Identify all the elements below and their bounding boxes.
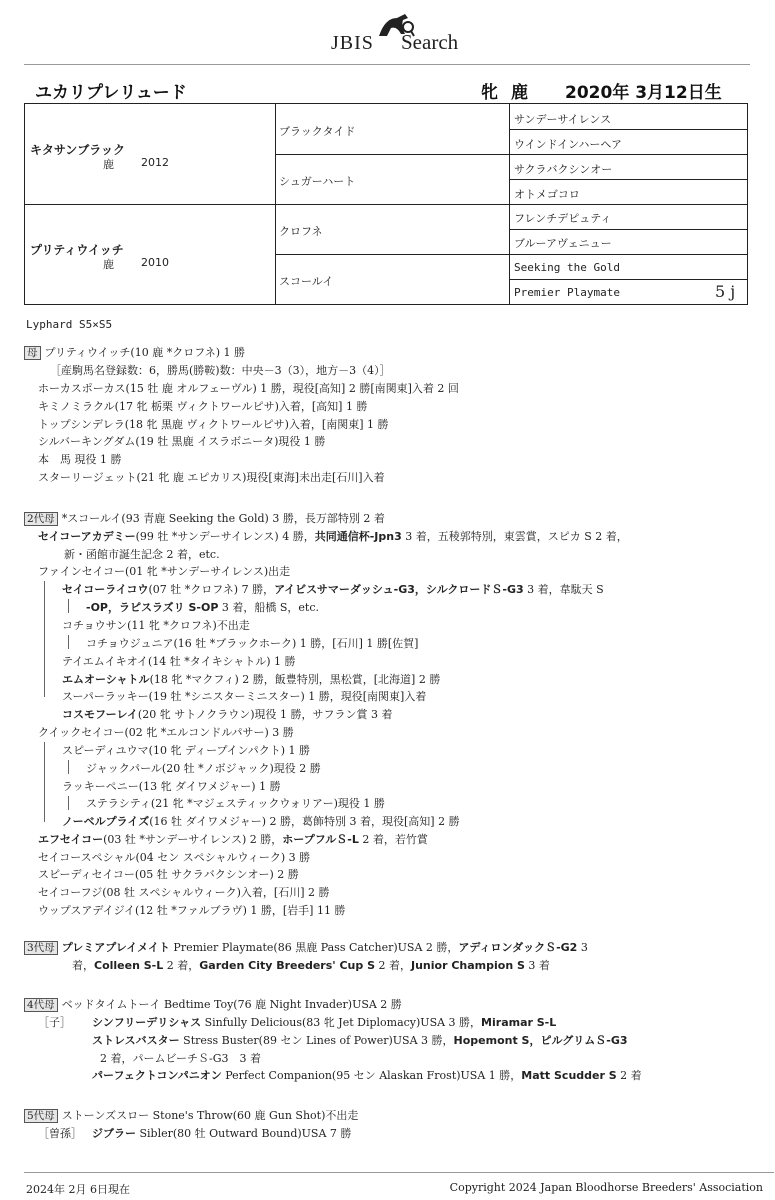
family-line: ファインセイコー(01 牝 *サンデーサイレンス)出走 xyxy=(38,565,291,578)
family-line: -OP，ラピスラズリ S-OP 3 着，船橋 S，etc. xyxy=(86,601,320,614)
family-line: セイコーフジ(08 牡 スペシャルウィーク)入着，[石川] 2 勝 xyxy=(38,886,330,899)
sire-name[interactable]: キタサンブラック xyxy=(30,143,126,157)
dam-name[interactable]: プリティウイッチ xyxy=(30,243,124,257)
family-line: スピーディユウマ(10 牝 ディープインパクト) 1 勝 xyxy=(62,744,311,757)
grandparent-name[interactable]: スコールイ xyxy=(279,275,334,288)
progeny-line: キミノミラクル(17 牝 栃栗 ヴィクトワールピサ)入着，[高知] 1 勝 xyxy=(38,400,368,413)
family-line: ジャックパール(20 牡 *ノボジャック)現役 2 勝 xyxy=(86,762,321,775)
pedigree-divider xyxy=(25,204,747,205)
family-line: コチョウサン(11 牝 *クロフネ)不出走 xyxy=(62,619,250,632)
great-grandparent-name[interactable]: ウインドインハーヘア xyxy=(514,138,623,151)
tree-connector xyxy=(44,742,45,822)
great-grandparent-name[interactable]: Premier Playmate xyxy=(514,286,620,299)
third-dam-line: 3代母 プレミアプレイメイト Premier Playmate(86 黒鹿 Pass Catcher)USA 2 勝，アディロンダックＳ-G2 3 xyxy=(24,941,588,955)
header-divider xyxy=(24,64,750,65)
fifth-dam-line: 5代母 ストーンズスロー Stone's Throw(60 鹿 Gun Shot)不出走 xyxy=(24,1109,358,1123)
grandparent-name[interactable]: クロフネ xyxy=(279,225,323,238)
horse-name: ユカリプレリュード xyxy=(35,83,187,103)
fourth-dam-child-cont: 2 着，パームビーチＳ-G3 3 着 xyxy=(100,1052,262,1065)
pedigree-divider xyxy=(275,254,747,255)
grandparent-name[interactable]: シュガーハート xyxy=(279,175,356,188)
progeny-line: 本 馬 現役 1 勝 xyxy=(38,453,122,466)
family-line: クイックセイコー(02 牝 *エルコンドルパサー) 3 勝 xyxy=(38,726,294,739)
great-grandparent-name[interactable]: Seeking the Gold xyxy=(514,261,620,274)
pedigree-divider xyxy=(509,129,747,130)
copyright: Copyright 2024 Japan Bloodhorse Breeders' Association xyxy=(449,1181,763,1194)
family-line: テイエムイキオイ(14 牡 *タイキシャトル) 1 勝 xyxy=(62,655,296,668)
great-grandparent-name[interactable]: サクラバクシンオー xyxy=(514,163,613,176)
fifth-dam-descendant: ジブラー Sibler(80 牡 Outward Bound)USA 7 勝 xyxy=(92,1127,352,1140)
logo-jbis-text: JBIS xyxy=(331,32,374,54)
family-line: ノーベルプライズ(16 牡 ダイワメジャー) 2 勝，葛飾特別 3 着，現役[高知] 2 勝 xyxy=(62,815,460,828)
family-number: 5 j xyxy=(715,282,736,301)
pedigree-divider xyxy=(509,279,747,280)
family-line: セイコーライコウ(07 牡 *クロフネ) 7 勝，アイビスサマーダッシュ-G3，シルクロードＳ-G3 3 着，韋駄天 S xyxy=(62,583,604,596)
fourth-dam-child: パーフェクトコンパニオン Perfect Companion(95 セン Alaskan Frost)USA 1 勝，Matt Scudder S 2 着 xyxy=(92,1069,642,1082)
grandparent-name[interactable]: ブラックタイド xyxy=(279,125,356,138)
family-line: ステラシティ(21 牝 *マジェスティックウォリアー)現役 1 勝 xyxy=(86,797,385,810)
family-line: ウップスアデイジイ(12 牡 *ファルブラヴ) 1 勝，[岩手] 11 勝 xyxy=(38,904,346,917)
pedigree-divider xyxy=(509,229,747,230)
inbreeding-note: Lyphard S5×S5 xyxy=(26,318,113,331)
tree-connector xyxy=(68,796,69,810)
fourth-dam-child-label: ［子］ xyxy=(38,1016,71,1029)
pedigree-col xyxy=(275,104,276,304)
fourth-dam-line: 4代母 ベッドタイムトーイ Bedtime Toy(76 鹿 Night Invader)USA 2 勝 xyxy=(24,998,402,1012)
pedigree-table xyxy=(24,103,748,305)
great-grandparent-name[interactable]: サンデーサイレンス xyxy=(514,113,612,126)
dam-section-first-line xyxy=(24,346,245,360)
family-line: セイコーアカデミー(99 牡 *サンデーサイレンス) 4 勝，共同通信杯-Jpn3 3 着，五稜郭特別，東雲賞，スピカ S 2 着， xyxy=(38,530,628,543)
pedigree-divider xyxy=(275,154,747,155)
tree-connector xyxy=(44,581,45,697)
dam-color: 鹿 xyxy=(103,258,114,271)
family-line: コスモフーレイ(20 牝 サトノクラウン)現役 1 勝，サフラン賞 3 着 xyxy=(62,708,393,721)
third-dam-line-2: 着，Colleen S-L 2 着，Garden City Breeders' Cup S 2 着，Junior Champion S 3 着 xyxy=(72,959,550,972)
section-tag: 5代母 xyxy=(24,1109,58,1123)
footer-divider xyxy=(24,1172,774,1173)
family-line: コチョウジュニア(16 牡 *ブラックホーク) 1 勝，[石川] 1 勝[佐賀] xyxy=(86,637,419,650)
section-tag: 4代母 xyxy=(24,998,58,1012)
sire-color: 鹿 xyxy=(103,158,114,171)
progeny-line: ホーカスポーカス(15 牡 鹿 オルフェーヴル) 1 勝，現役[高知] 2 勝[南関東]入着 2 回 xyxy=(38,382,459,395)
horse-sex: 牝 xyxy=(481,83,498,103)
logo-search-text: Search xyxy=(401,30,459,54)
pedigree-divider xyxy=(509,179,747,180)
horse-color: 鹿 xyxy=(511,83,528,103)
second-dam-first-line xyxy=(24,512,385,526)
progeny-line: シルバーキングダム(19 牡 黒鹿 イスラボニータ)現役 1 勝 xyxy=(38,435,326,448)
section-tag: 母 xyxy=(24,346,41,360)
family-line: エフセイコー(03 牡 *サンデーサイレンス) 2 勝，ホープフルＳ-L 2 着，若竹賞 xyxy=(38,833,428,846)
family-line: スピーディセイコー(05 牡 サクラバクシンオー) 2 勝 xyxy=(38,868,299,881)
section-tag: 2代母 xyxy=(24,512,58,526)
progeny-line: トップシンデレラ(18 牝 黒鹿 ヴィクトワールピサ)入着，[南関東] 1 勝 xyxy=(38,418,389,431)
progeny-line: スターリージェット(21 牝 鹿 エピカリス)現役[東海]未出走[石川]入着 xyxy=(38,471,385,484)
progeny-stats: ［産駒馬名登録数：6，勝馬(勝鞍)数：中央－3（3），地方－3（4）］ xyxy=(50,364,391,377)
section-tag: 3代母 xyxy=(24,941,58,955)
as-of-date: 2024年 2月 6日現在 xyxy=(26,1183,130,1196)
family-line: ラッキーペニー(13 牝 ダイワメジャー) 1 勝 xyxy=(62,780,281,793)
fifth-dam-label: ［曽孫］ xyxy=(38,1127,82,1140)
fourth-dam-child: シンフリーデリシャス Sinfully Delicious(83 牝 Jet Diplomacy)USA 3 勝，Miramar S-L xyxy=(92,1016,557,1029)
family-line: エムオーシャトル(18 牝 *マクフィ) 2 勝，飯豊特別，黒松賞，[北海道] 2 勝 xyxy=(62,673,441,686)
great-grandparent-name[interactable]: オトメゴコロ xyxy=(514,188,580,201)
sire-year: 2012 xyxy=(141,156,169,169)
fourth-dam-child: ストレスバスター Stress Buster(89 セン Lines of Power)USA 3 勝，Hopemont S，ピルグリムＳ-G3 xyxy=(92,1034,628,1047)
second-dam-summary: (93 青鹿 Seeking the Gold) 3 勝，長万部特別 2 着 xyxy=(121,512,385,525)
family-line: セイコースペシャル(04 セン スペシャルウィーク) 3 勝 xyxy=(38,851,311,864)
great-grandparent-name[interactable]: ブルーアヴェニュー xyxy=(514,237,612,250)
tree-connector xyxy=(68,635,69,649)
great-grandparent-name[interactable]: フレンチデピュティ xyxy=(514,212,612,225)
dam-summary: プリティウイッチ(10 鹿 *クロフネ) 1 勝 xyxy=(44,346,246,359)
family-line: スーパーラッキー(19 牡 *シニスターミニスター) 1 勝，現役[南関東]入着 xyxy=(62,690,427,703)
tree-connector xyxy=(68,599,69,613)
second-dam-name: *スコールイ xyxy=(61,512,122,525)
jbis-search-logo[interactable] xyxy=(331,12,461,54)
horse-birthdate: 2020年 3月12日生 xyxy=(565,83,722,103)
tree-connector xyxy=(68,760,69,774)
pedigree-col xyxy=(509,104,510,304)
family-line: 新・函館市誕生記念 2 着，etc. xyxy=(64,548,220,561)
dam-year: 2010 xyxy=(141,256,169,269)
